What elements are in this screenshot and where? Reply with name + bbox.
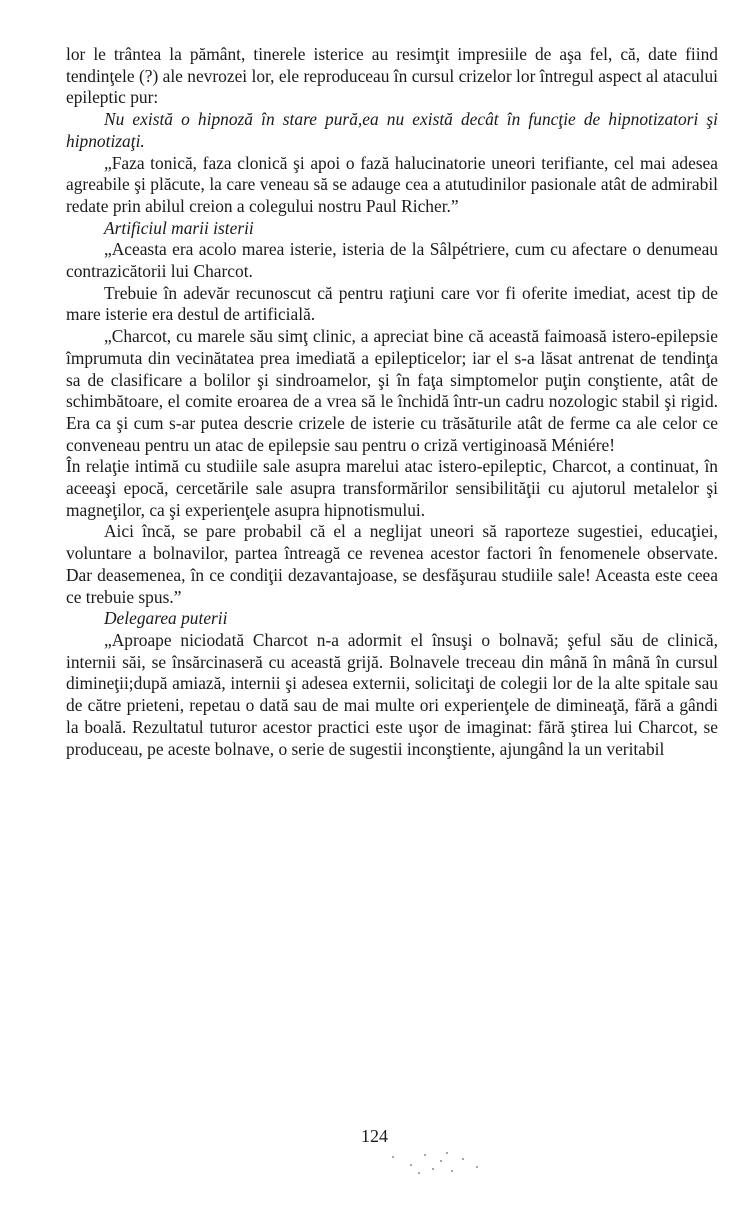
page-number: 124 [361, 1126, 388, 1146]
section-heading-artificiul: Artificiul marii isterii [104, 217, 254, 238]
paragraph-phases: „Faza tonică, faza clonică şi apoi o fază halucinatorie uneori terifiante, cel mai adesea agreabile şi plăcute, la care veneau să se adauge cea a atutudinilor pasionale atât de admirabil redate prin abilul creion a colegului nostru Paul Richer.” [66, 152, 718, 216]
paragraph-relatie-intima: În relaţie intimă cu studiile sale asupra marelui atac istero-epileptic, Charcot, a continuat, în aceeaşi epocă, cercetările sale asupra transformărilor sensibilităţii cu ajutorul metalelor şi magneţilor, ca şi experienţele asupra hipnotismului. [66, 456, 718, 520]
paragraph-simt-clinic: „Charcot, cu marele său simţ clinic, a apreciat bine că această faimoasă istero-epilepsie împrumuta din vecinătatea prea imediată a epilepticelor; iar el s-a lăsat antrenat de tendinţa sa de clasificare a bolilor şi sindroamelor, şi în faţa simptomelor puţin conştiente, atât de schimbătoare, el comite eroarea de a vrea să le închidă într-un cadru nozologic stabil şi rigid. Era ca şi cum s-ar putea descrie crizele de isterie cu trăsăturile atât de ferme ca ale celor ce conveneau pentru un atac de epilepsie sau pentru o criză vertiginoasă Méniére! [66, 326, 718, 455]
page-text [66, 44, 718, 760]
paragraph-artificiala: Trebuie în adevăr recunoscut că pentru raţiuni care vor fi oferite imediat, acest tip de mare isterie era destul de artificială. [66, 282, 718, 325]
paragraph-1: lor le trântea la pământ, tinerele isterice au resimţit impresiile de aşa fel, că, date fiind tendinţele (?) ale nevrozei lor, ele reproduceau în cursul crizelor lor întregul aspect al atacului epileptic pur: [66, 44, 718, 108]
section-heading-delegarea: Delegarea puterii [104, 608, 228, 629]
paragraph-aproape-niciodata: „Aproape niciodată Charcot n-a adormit el însuşi o bolnavă; şeful său de clinică, internii săi, se însărcinaseră cu această grijă. Bolnavele treceau din mână în mână în cursul dimineţii;după amiază, internii şi adesea externii, solicitaţi de colegii lor de la alte spitale sau de către prieteni, repetau o dată sau de mai multe ori experienţele de dimineaţă, fără a gândi la boală. Rezultatul tuturor acestor practici este uşor de imaginat: fără ştirea lui Charcot, se produceau, pe aceste bolnave, o serie de sugestii inconştiente, ajungând la un veritabil [66, 629, 718, 759]
paragraph-aici-inca: Aici încă, se pare probabil că el a neglijat uneori să raporteze sugestiei, educaţiei, voluntare a bolnavilor, partea întreagă ce revenea acestor factori în fenomenele observate. Dar deasemenea, în ce condiţii dezavantajoase, se desfăşurau studiile sale! Aceasta este ceea ce trebuie spus.” [66, 521, 718, 607]
quote-hypnosis: Nu există o hipnoză în stare pură,ea nu există decât în funcţie de hipnotizatori şi hipnotizaţi. [66, 109, 718, 151]
paragraph-marea-isterie: „Aceasta era acolo marea isterie, isteria de la Sâlpétriere, cum cu afectare o denumeau contrazicătorii lui Charcot. [66, 239, 718, 282]
scan-speckle [380, 1150, 500, 1180]
